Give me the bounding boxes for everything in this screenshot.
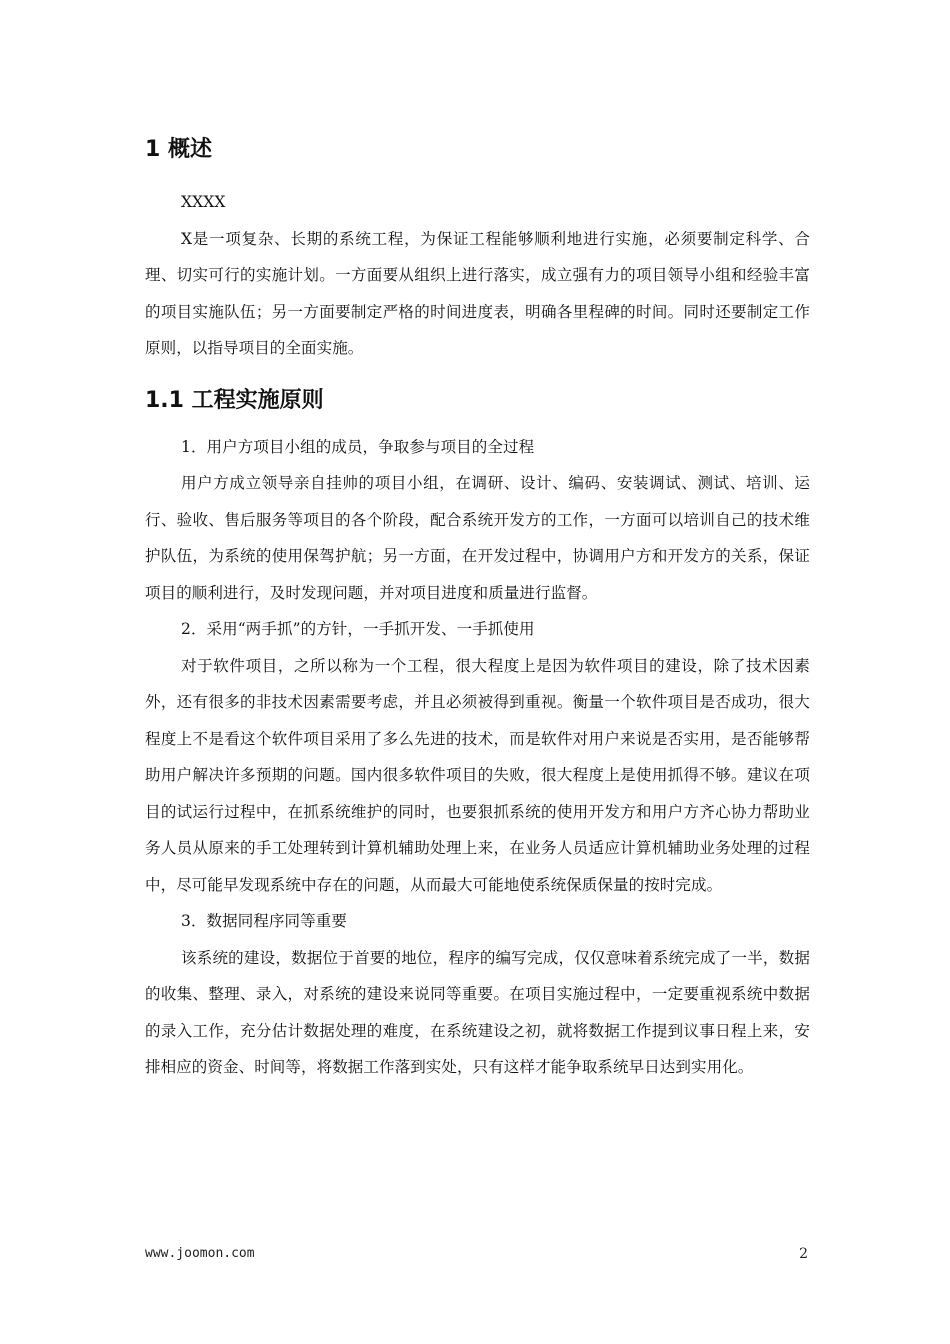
list-item-heading: 3．数据同程序同等重要 xyxy=(181,912,347,930)
page-content xyxy=(145,130,810,1086)
heading-overview: 1 概述 xyxy=(145,137,212,162)
heading-implementation-principles: 1.1 工程实施原则 xyxy=(145,387,324,413)
page-number: 2 xyxy=(799,1246,808,1262)
list-item-heading: 2．采用“两手抓”的方针，一手抓开发、一手抓使用 xyxy=(181,620,535,638)
paragraph: X是一项复杂、长期的系统工程，为保证工程能够顺利地进行实施，必须要制定科学、合理、切实可行的实施计划。一方面要从组织上进行落实，成立强有力的项目领导小组和经验丰富的项目实施队伍；另一方面要制定严格的时间进度表，明确各里程碑的时间。同时还要制定工作原则，以指导项目的全面实施。 xyxy=(145,229,810,357)
paragraph: 用户方成立领导亲自挂帅的项目小组，在调研、设计、编码、安装调试、测试、培训、运行、验收、售后服务等项目的各个阶段，配合系统开发方的工作，一方面可以培训自己的技术维护队伍，为系统的使用保驾护航；另一方面，在开发过程中，协调用户方和开发方的关系，保证项目的顺利进行，及时发现问题，并对项目进度和质量进行监督。 xyxy=(145,474,810,602)
page-footer xyxy=(145,1246,808,1270)
paragraph: XXXX xyxy=(181,193,226,211)
paragraph: 对于软件项目，之所以称为一个工程，很大程度上是因为软件项目的建设，除了技术因素外，还有很多的非技术因素需要考虑，并且必须被得到重视。衡量一个软件项目是否成功，很大程度上不是看这个软件项目采用了多么先进的技术，而是软件对用户来说是否实用，是否能够帮助用户解决许多预期的问题。国内很多软件项目的失败，很大程度上是使用抓得不够。建议在项目的试运行过程中，在抓系统维护的同时，也要狠抓系统的使用开发方和用户方齐心协力帮助业务人员从原来的手工处理转到计算机辅助处理上来，在业务人员适应计算机辅助业务处理的过程中，尽可能早发现系统中存在的问题，从而最大可能地使系统保质保量的按时完成。 xyxy=(145,656,810,894)
list-item-heading: 1．用户方项目小组的成员，争取参与项目的全过程 xyxy=(181,437,535,456)
paragraph: 该系统的建设，数据位于首要的地位，程序的编写完成，仅仅意味着系统完成了一半，数据的收集、整理、录入，对系统的建设来说同等重要。在项目实施过程中，一定要重视系统中数据的录入工作，充分估计数据处理的难度，在系统建设之初，就将数据工作提到议事日程上来，安排相应的资金、时间等，将数据工作落到实处，只有这样才能争取系统早日达到实用化。 xyxy=(145,948,810,1076)
footer-website: www.joomon.com xyxy=(145,1246,255,1261)
